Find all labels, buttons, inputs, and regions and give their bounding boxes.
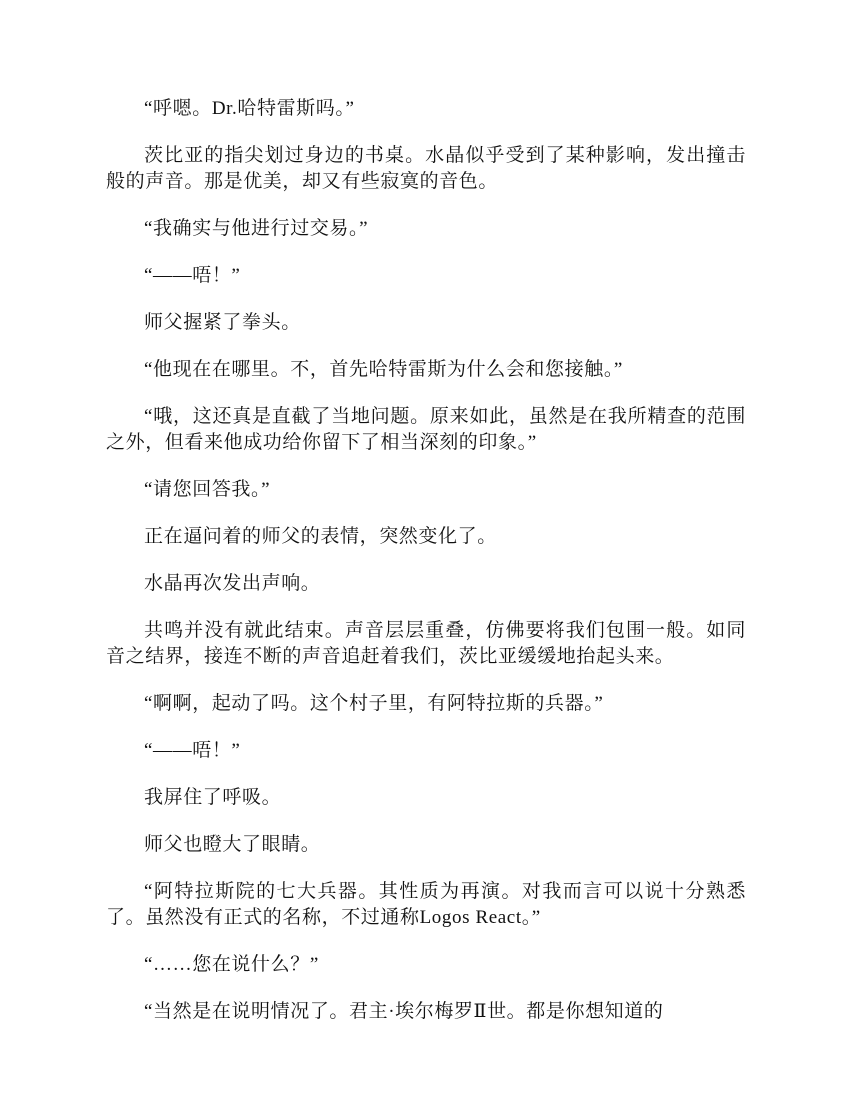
paragraph: “——唔！” <box>144 740 241 761</box>
paragraph: “啊啊，起动了吗。这个村子里，有阿特拉斯的兵器。” <box>144 693 604 714</box>
paragraph: “……您在说什么？” <box>144 954 319 975</box>
paragraph: 我屏住了呼吸。 <box>144 787 282 808</box>
paragraph: “请您回答我。” <box>144 479 271 500</box>
paragraph: 共鸣并没有就此结束。声音层层重叠，仿佛要将我们包围一般。如同音之结界，接连不断的声音追赶着我们，茨比亚缓缓地抬起头来。 <box>106 620 746 667</box>
paragraph: 师父也瞪大了眼睛。 <box>144 834 321 855</box>
paragraph: 水晶再次发出声响。 <box>144 573 321 594</box>
paragraph: 茨比亚的指尖划过身边的书桌。水晶似乎受到了某种影响，发出撞击般的声音。那是优美，却又有些寂寞的音色。 <box>106 145 746 192</box>
paragraph: “阿特拉斯院的七大兵器。其性质为再演。对我而言可以说十分熟悉了。虽然没有正式的名称，不过通称Logos React。” <box>106 881 746 928</box>
paragraph: “我确实与他进行过交易。” <box>144 218 369 239</box>
body-text <box>106 96 746 1046</box>
paragraph: “呼嗯。Dr.哈特雷斯吗。” <box>144 98 355 119</box>
paragraph: “哦，这还真是直截了当地问题。原来如此，虽然是在我所精查的范围之外，但看来他成功给你留下了相当深刻的印象。” <box>106 406 746 453</box>
paragraph: “——唔！” <box>144 265 241 286</box>
paragraph: 师父握紧了拳头。 <box>144 312 301 333</box>
paragraph: “他现在在哪里。不，首先哈特雷斯为什么会和您接触。” <box>144 359 623 380</box>
paragraph: “当然是在说明情况了。君主·埃尔梅罗Ⅱ世。都是你想知道的 <box>144 1001 664 1022</box>
paragraph: 正在逼问着的师父的表情，突然变化了。 <box>144 526 497 547</box>
